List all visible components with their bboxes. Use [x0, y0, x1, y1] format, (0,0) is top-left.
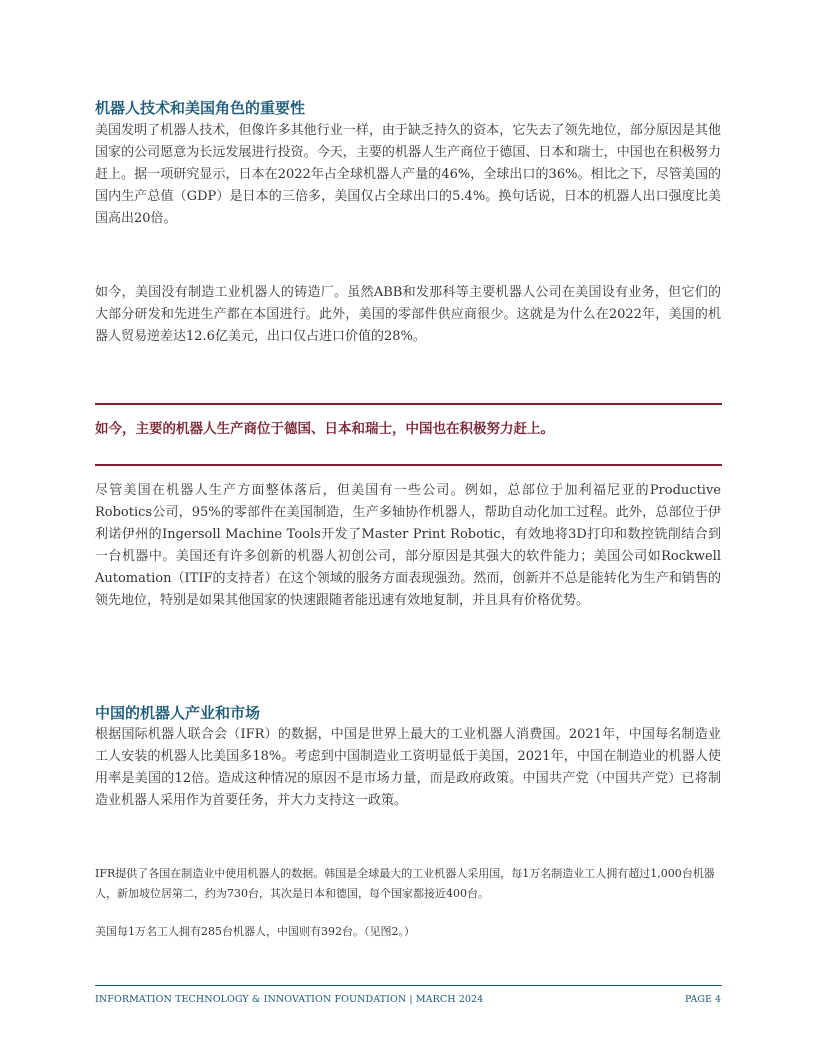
section-heading-robotics-importance: 机器人技术和美国角色的重要性 [95, 99, 306, 117]
footer-page-number: PAGE 4 [685, 994, 721, 1005]
paragraph-us-companies: 尽管美国在机器人生产方面整体落后，但美国有一些公司。例如，总部位于加利福尼亚的Productive Robotics公司，95%的零部件在美国制造，生产多轴协作机器人，帮助自动化加工过程。此外，总部位于伊利诺伊州的Ingersoll Machine Tools开发了Master Print Robotic，有效地将3D打印和数控铣削结合到一台机器中。美国还有许多创新的机器人初创公司，部分原因是其强大的软件能力；美国公司如Rockwell Automation（ITIF的支持者）在这个领域的服务方面表现强劲。然而，创新并不总是能转化为生产和销售的领先地位，特别是如果其他国家的快速跟随者能迅速有效地复制，并且具有价格优势。 [95, 483, 721, 608]
paragraph-us-invention: 美国发明了机器人技术，但像许多其他行业一样，由于缺乏持久的资本，它失去了领先地位，部分原因是其他国家的公司愿意为长远发展进行投资。今天，主要的机器人生产商位于德国、日本和瑞士，中国也在积极努力赶上。据一项研究显示，日本在2022年占全球机器人产量的46%，全球出口的36%。相比之下，尽管美国的国内生产总值（GDP）是日本的三倍多，美国仅占全球出口的5.4%。换句话说，日本的机器人出口强度比美国高出20倍。 [95, 123, 721, 226]
paragraph-china-consumer: 根据国际机器人联合会（IFR）的数据，中国是世界上最大的工业机器人消费国。2021年，中国每名制造业工人安装的机器人比美国多18%。考虑到中国制造业工资明显低于美国，2021年，中国在制造业的机器人使用率是美国的12倍。造成这种情况的原因不是市场力量，而是政府政策。中国共产党（中国共产党）已将制造业机器人采用作为首要任务，并大力支持这一政策。 [95, 727, 721, 808]
pullquote-top-rule [95, 403, 722, 405]
pullquote-bottom-rule [95, 464, 722, 466]
section-heading-china-market: 中国的机器人产业和市场 [95, 704, 261, 722]
note-ifr-data: IFR提供了各国在制造业中使用机器人的数据。韩国是全球最大的工业机器人采用国，每1万名制造业工人拥有超过1,000台机器人，新加坡位居第二，约为730台，其次是日本和德国，每个国家都接近400台。 [95, 867, 715, 900]
note-us-china-density: 美国每1万名工人拥有285台机器人，中国则有392台。（见图2。） [95, 925, 415, 938]
pullquote: 如今，主要的机器人生产商位于德国、日本和瑞士，中国也在积极努力赶上。 [95, 421, 554, 437]
paragraph-no-foundry: 如今，美国没有制造工业机器人的铸造厂。虽然ABB和发那科等主要机器人公司在美国设有业务，但它们的大部分研发和先进生产都在本国进行。此外，美国的零部件供应商很少。这就是为什么在2022年，美国的机器人贸易逆差达12.6亿美元，出口仅占进口价值的28%。 [95, 285, 721, 344]
footer-organization: INFORMATION TECHNOLOGY & INNOVATION FOUNDATION | MARCH 2024 [95, 994, 484, 1005]
footer-rule [95, 985, 722, 986]
